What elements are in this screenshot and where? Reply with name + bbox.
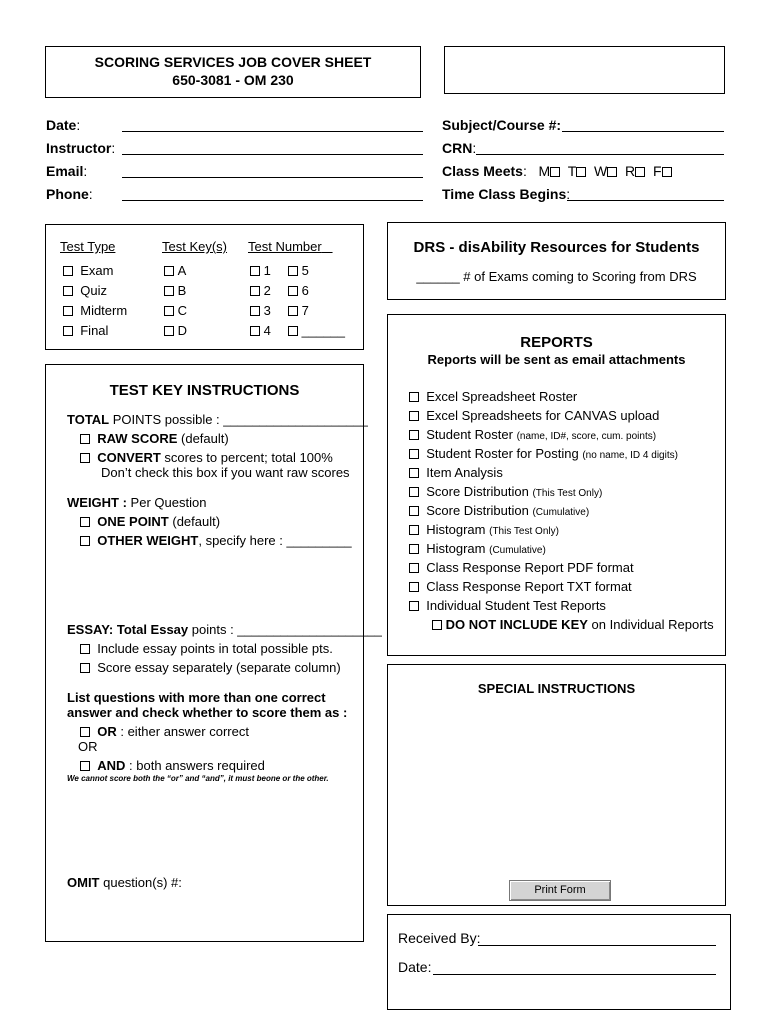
type-final[interactable]: Final	[63, 323, 108, 338]
test-type-header: Test Type	[60, 239, 116, 254]
subject-field[interactable]	[562, 131, 724, 132]
page-title: SCORING SERVICES JOB COVER SHEET	[94, 54, 372, 70]
number-2[interactable]: 2	[250, 283, 271, 298]
page-subtitle: 650-3081 - OM 230	[172, 72, 294, 88]
received-by-label: Received By:	[398, 930, 481, 946]
crn-label: CRN:	[442, 140, 477, 156]
type-quiz[interactable]: Quiz	[63, 283, 107, 298]
day-w-checkbox[interactable]	[607, 167, 617, 177]
report-option[interactable]: Individual Student Test Reports	[409, 598, 606, 613]
drs-panel	[387, 222, 726, 300]
number-5[interactable]: 5	[288, 263, 309, 278]
drs-title: DRS - disAbility Resources for Students	[413, 239, 700, 256]
number-7[interactable]: 7	[288, 303, 309, 318]
key-a[interactable]: A	[164, 263, 186, 278]
header-empty-box[interactable]	[444, 46, 725, 94]
or-text: OR	[78, 739, 98, 754]
report-option[interactable]: Histogram (Cumulative)	[409, 541, 546, 556]
subject-label: Subject/Course #:	[442, 117, 562, 133]
scoring-warning: We cannot score both the “or” and “and”, it must beone or the other.	[67, 774, 329, 783]
drs-exam-count[interactable]: ______ # of Exams coming to Scoring from DRS	[416, 269, 697, 284]
report-option[interactable]: Student Roster for Posting (no name, ID 4 digits)	[409, 446, 678, 461]
report-option[interactable]: Score Distribution (This Test Only)	[409, 484, 602, 499]
phone-field[interactable]	[122, 200, 423, 201]
number-3[interactable]: 3	[250, 303, 271, 318]
received-by-field[interactable]	[478, 945, 716, 946]
report-option[interactable]: Histogram (This Test Only)	[409, 522, 559, 537]
time-field[interactable]	[567, 200, 724, 201]
received-date-field[interactable]	[433, 974, 716, 975]
report-option[interactable]: Class Response Report PDF format	[409, 560, 634, 575]
or-option[interactable]: OR : either answer correct	[80, 724, 249, 739]
header-title-box	[45, 46, 421, 98]
convert-note: Don’t check this box if you want raw scores	[101, 465, 350, 480]
multi-answer-line1: List questions with more than one correct	[67, 690, 326, 705]
test-key-header: Test Key(s)	[162, 239, 228, 254]
report-option[interactable]: Excel Spreadsheet Roster	[409, 389, 577, 404]
number-1[interactable]: 1	[250, 263, 271, 278]
reports-title: REPORTS	[520, 334, 593, 351]
essay-include-option[interactable]: Include essay points in total possible pts.	[80, 641, 333, 656]
report-option[interactable]: Score Distribution (Cumulative)	[409, 503, 589, 518]
report-option[interactable]: Class Response Report TXT format	[409, 579, 632, 594]
reports-subtitle: Reports will be sent as email attachments	[427, 352, 686, 367]
instructor-field[interactable]	[122, 154, 423, 155]
other-weight-option[interactable]: OTHER WEIGHT, specify here : _________	[80, 533, 352, 548]
date-label: Date:	[46, 117, 81, 133]
type-exam[interactable]: Exam	[63, 263, 113, 278]
crn-field[interactable]	[476, 154, 724, 155]
type-midterm[interactable]: Midterm	[63, 303, 127, 318]
class-meets-row: Class Meets: M T W R F	[442, 163, 672, 179]
email-label: Email:	[46, 163, 88, 179]
time-label: Time Class Begins:	[442, 186, 571, 202]
convert-option[interactable]: CONVERT scores to percent; total 100%	[80, 450, 333, 465]
report-option[interactable]: Item Analysis	[409, 465, 503, 480]
email-field[interactable]	[122, 177, 423, 178]
test-number-header: Test Number	[248, 239, 322, 254]
special-instructions-title: SPECIAL INSTRUCTIONS	[477, 681, 636, 696]
day-m-checkbox[interactable]	[550, 167, 560, 177]
received-panel	[387, 914, 731, 1010]
report-option[interactable]: Student Roster (name, ID#, score, cum. points)	[409, 427, 656, 442]
day-f-checkbox[interactable]	[662, 167, 672, 177]
key-b[interactable]: B	[164, 283, 186, 298]
reports-panel	[387, 314, 726, 656]
omit-questions[interactable]: OMIT question(s) #:	[67, 875, 182, 890]
print-form-button[interactable]: Print Form	[509, 880, 611, 901]
special-instructions-panel[interactable]	[387, 664, 726, 906]
number-4[interactable]: 4	[250, 323, 271, 338]
do-not-include-key[interactable]: DO NOT INCLUDE KEY on Individual Reports	[432, 617, 714, 632]
total-points[interactable]: TOTAL POINTS possible : ____________________	[67, 412, 368, 427]
multi-answer-line2: answer and check whether to score them as :	[67, 705, 348, 720]
phone-label: Phone:	[46, 186, 93, 202]
instructions-title: TEST KEY INSTRUCTIONS	[109, 382, 300, 399]
day-r-checkbox[interactable]	[635, 167, 645, 177]
test-key-instructions-panel	[45, 364, 382, 942]
number-6[interactable]: 6	[288, 283, 309, 298]
number-other[interactable]: ______	[288, 323, 345, 338]
essay-points[interactable]: ESSAY: Total Essay points : ____________________	[67, 622, 382, 637]
one-point-option[interactable]: ONE POINT (default)	[80, 514, 220, 529]
test-panel	[45, 224, 364, 350]
raw-score-option[interactable]: RAW SCORE (default)	[80, 431, 229, 446]
received-date-label: Date:	[398, 959, 432, 975]
instructor-label: Instructor:	[46, 140, 116, 156]
and-option[interactable]: AND : both answers required	[80, 758, 265, 773]
key-d[interactable]: D	[164, 323, 187, 338]
report-option[interactable]: Excel Spreadsheets for CANVAS upload	[409, 408, 659, 423]
day-t-checkbox[interactable]	[576, 167, 586, 177]
key-c[interactable]: C	[164, 303, 187, 318]
weight-label: WEIGHT : Per Question	[67, 495, 207, 510]
essay-separate-option[interactable]: Score essay separately (separate column)	[80, 660, 341, 675]
date-field[interactable]	[122, 131, 423, 132]
